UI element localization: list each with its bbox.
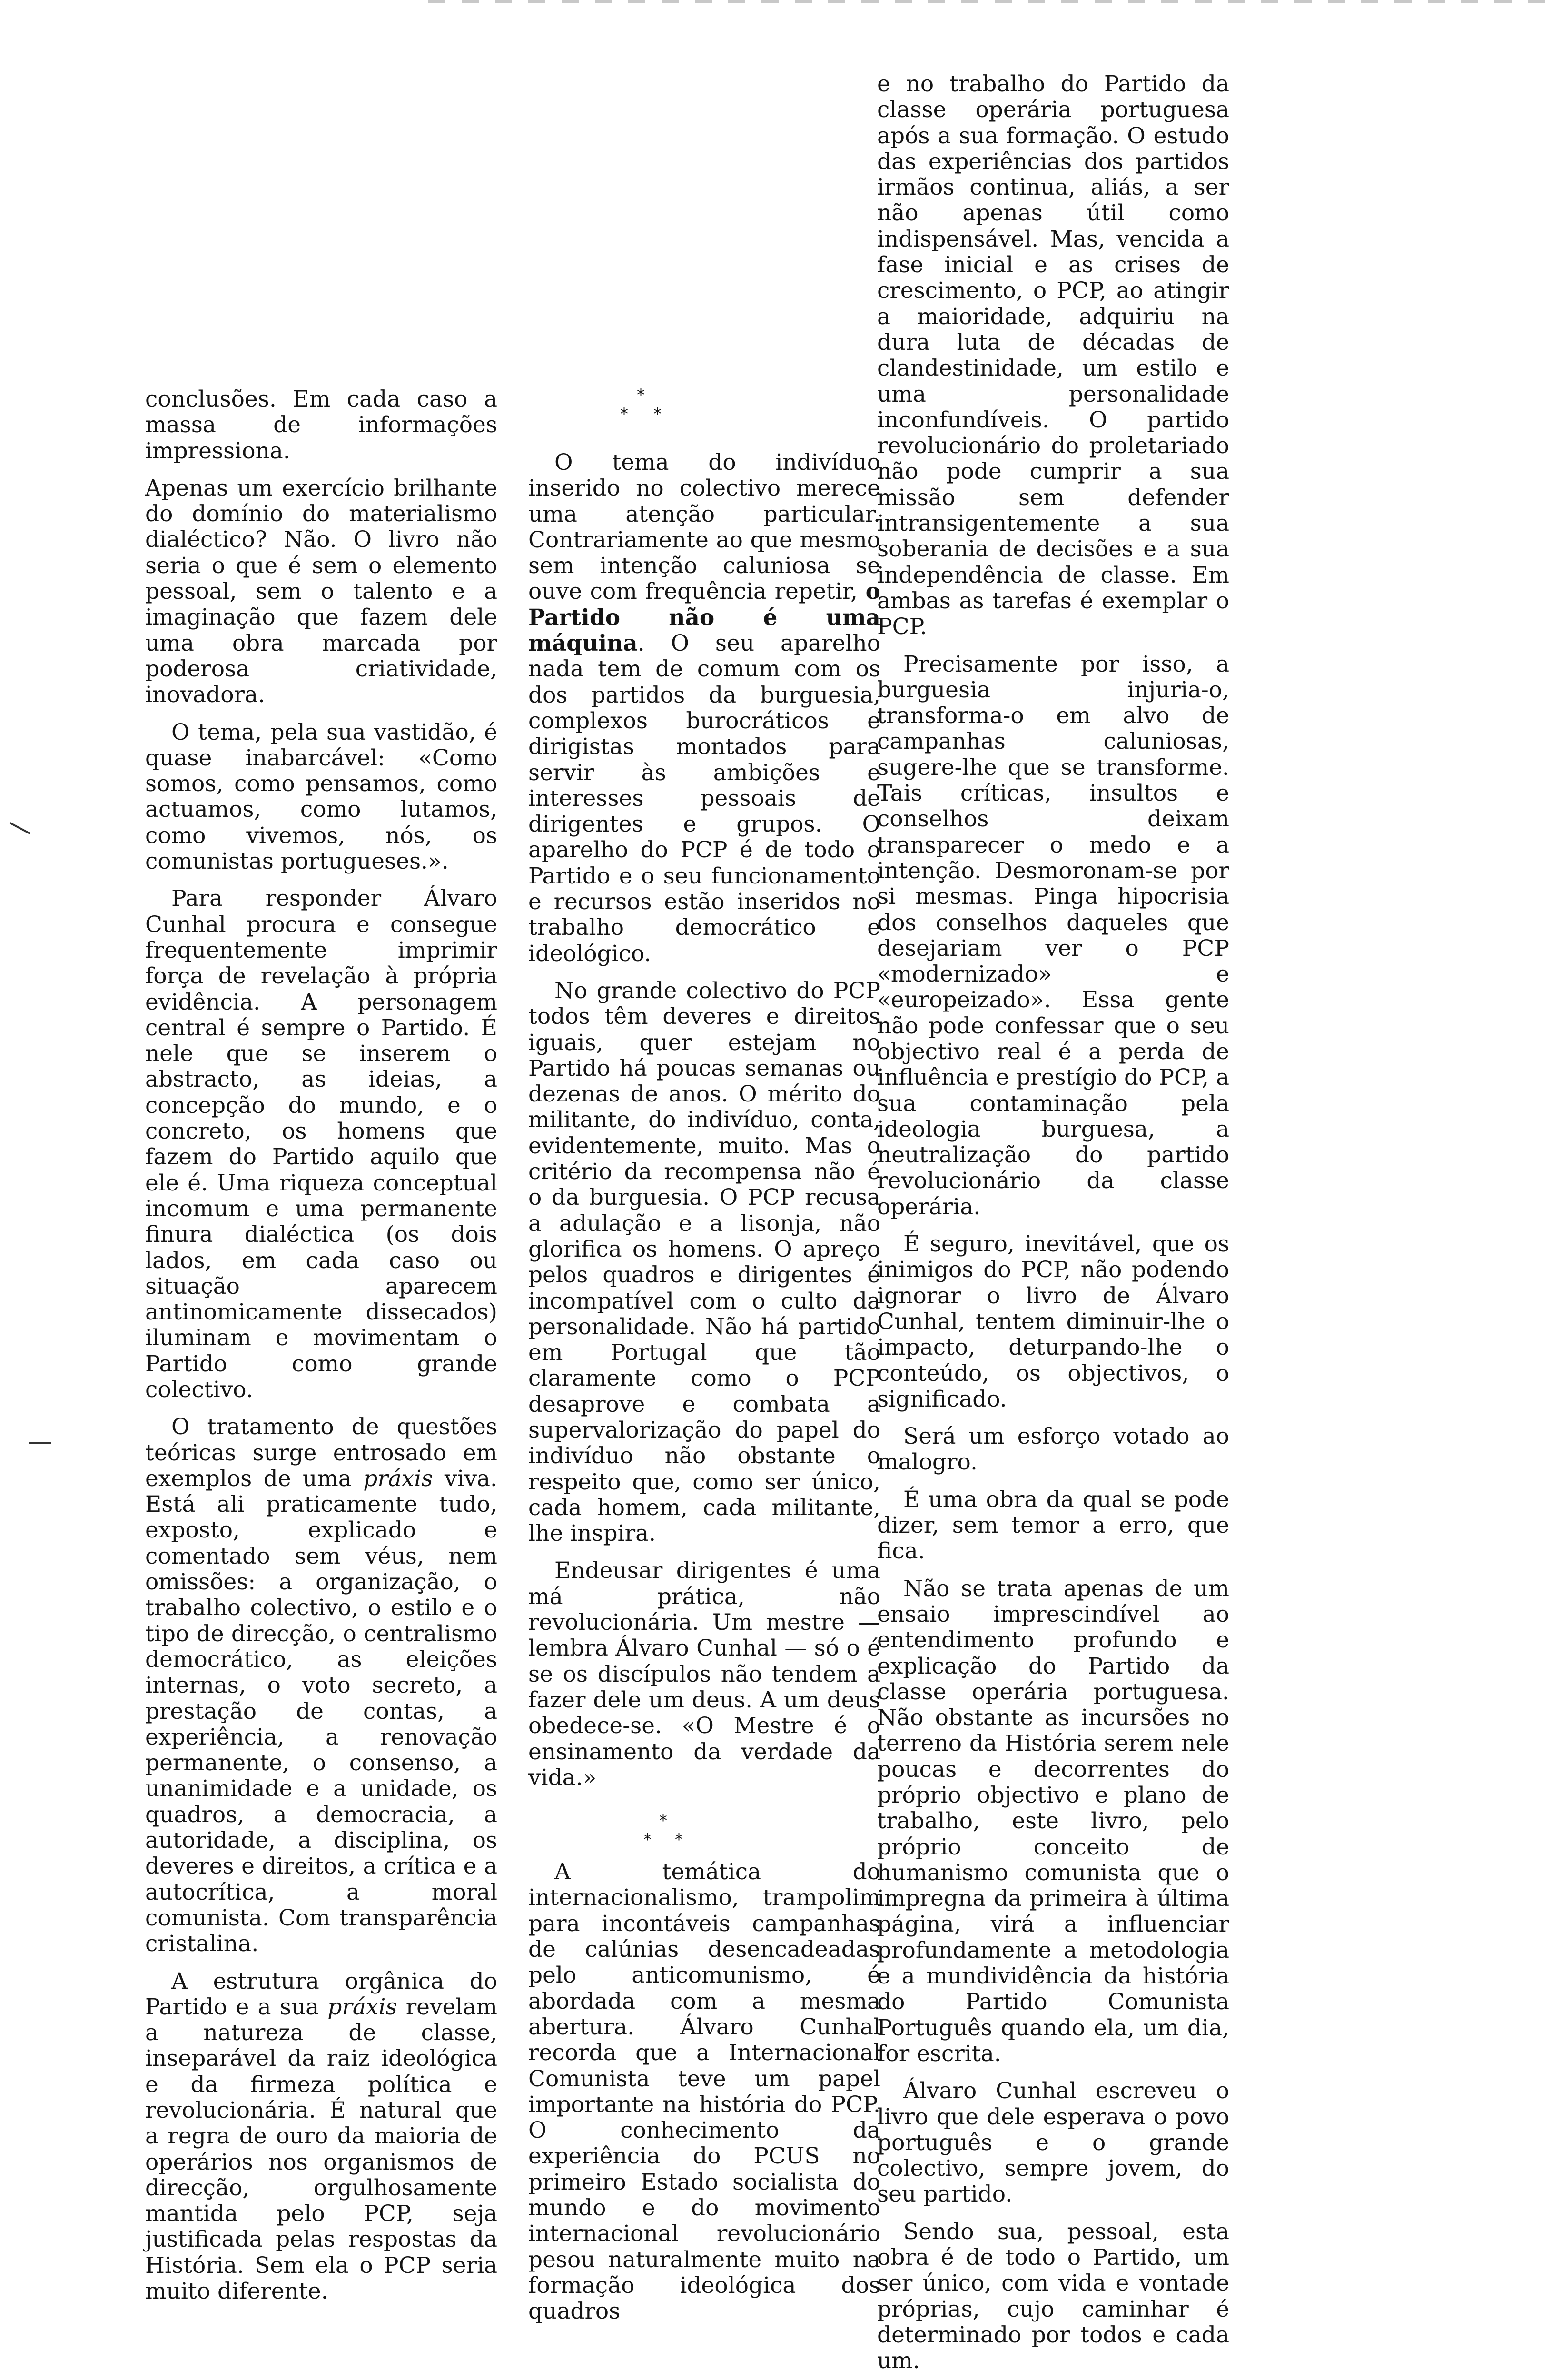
paragraph bbox=[145, 1969, 497, 2305]
article-column-2 bbox=[528, 450, 880, 2336]
article-column-3 bbox=[877, 71, 1229, 2380]
bold-text: o Partido não é uma máquina bbox=[528, 578, 880, 657]
separator-star: * bbox=[637, 386, 645, 405]
separator-star: * bbox=[653, 405, 662, 424]
paragraph: Apenas um exercício brilhante do domínio do materialismo dialéctico? Não. O livro não seria o que é sem o elemento pessoal, sem o talento e a imaginação que fazem dele uma obra marcada por poderosa criatividade, inovadora. bbox=[145, 475, 497, 708]
section-separator-middle bbox=[528, 1802, 880, 1859]
article-column-1 bbox=[145, 387, 497, 2316]
paragraph: O tema, pela sua vastidão, é quase inabarcável: «Como somos, como pensamos, como actuamos, como lutamos, como vivemos, nós, os comunistas portugueses.». bbox=[145, 719, 497, 875]
paragraph: No grande colectivo do PCP todos têm deveres e direitos iguais, quer estejam no Partido há poucas semanas ou dezenas de anos. O mérito do militante, do indivíduo, conta, evidentemente, muito. Mas o critério da recompensa não é o da burguesia. O PCP recusa a adulação e a lisonja, não glorifica os homens. O apreço pelos quadros e dirigentes é incompatível com o culto da personalidade. Não há partido em Portugal que tão claramente como o PCP desaprove e combata a supervalorização do papel do indivíduo não obstante o respeito que, como ser único, cada homem, cada militante, lhe inspira. bbox=[528, 977, 880, 1547]
paragraph: A temática do internacionalismo, trampolim para incontáveis campanhas de calúnias desencadeadas pelo anticomunismo, é abordada com a mesma abertura. Álvaro Cunhal recorda que a Internacional Comunista teve um papel importante na história do PCP. O conhecimento da experiência do PCUS no primeiro Estado socialista do mundo e do movimento internacional revolucionário pesou naturalmente muito na formação ideológica dos quadros bbox=[528, 1859, 880, 2325]
paragraph: Será um esforço votado ao malogro. bbox=[877, 1423, 1229, 1476]
paragraph: Álvaro Cunhal escreveu o livro que dele esperava o povo português e o grande colectivo, sempre jovem, do seu partido. bbox=[877, 2078, 1229, 2208]
paragraph: e no trabalho do Partido da classe operária portuguesa após a sua formação. O estudo das experiências dos partidos irmãos continua, aliás, a ser não apenas útil como indispensável. Mas, vencida a fase inicial e as crises de crescimento, o PCP, ao atingir a maioridade, adquiriu na dura luta de décadas de clandestinidade, um estilo e uma personalidade inconfundíveis. O partido revolucionário do proletariado não pode cumprir a sua missão sem defender intransigentemente a sua soberania de decisões e a sua independência de classe. Em ambas as tarefas é exemplar o PCP. bbox=[877, 71, 1229, 640]
paragraph bbox=[528, 450, 880, 967]
paragraph-text: O tratamento de questões teóricas surge entrosado em exemplos de uma bbox=[145, 1414, 497, 1492]
margin-mark-left-upper bbox=[10, 822, 30, 834]
margin-mark-left-lower bbox=[29, 1442, 51, 1444]
separator-star: * bbox=[620, 405, 628, 424]
paragraph: Não se trata apenas de um ensaio imprescindível ao entendimento profundo e explicação do Partido da classe operária portuguesa. Não obstante as incursões no terreno da História serem nele poucas e decorrentes do próprio objectivo e plano de trabalho, este livro, pelo próprio conceito de humanismo comunista que o impregna da primeira à última página, virá a influenciar profundamente a metodologia e a mundividência da história do Partido Comunista Português quando ela, um dia, for escrita. bbox=[877, 1575, 1229, 2067]
paragraph: conclusões. Em cada caso a massa de informações impressiona. bbox=[145, 386, 497, 464]
paragraph: Endeusar dirigentes é uma má prática, não revolucionária. Um mestre — lembra Álvaro Cunhal — só o é se os discípulos não tendem a fazer dele um deus. A um deus obedece-se. «O Mestre é o ensinamento da verdade da vida.» bbox=[528, 1557, 880, 1791]
page-top-edge bbox=[428, 0, 1561, 3]
paragraph: Sendo sua, pessoal, esta obra é de todo o Partido, um ser único, com vida e vontade próprias, cujo caminhar é determinado por todos e cada um. bbox=[877, 2218, 1229, 2374]
paragraph-text: viva. Está ali praticamente tudo, exposto, explicado e comentado sem véus, nem omissões: a organização, o trabalho colectivo, o estilo e o tipo de direcção, o centralismo democrático, as eleições internas, o voto secreto, a prestação de contas, a experiência, a renovação permanente, o consenso, a unanimidade e a unidade, os quadros, a democracia, a autoridade, a disciplina, os deveres e direitos, a crítica e a autocrítica, a moral comunista. Com transparência cristalina. bbox=[145, 1465, 497, 1957]
paragraph bbox=[145, 1414, 497, 1957]
paragraph: Precisamente por isso, a burguesia injuria-o, transforma-o em alvo de campanhas caluniosas, sugere-lhe que se transforme. Tais críticas, insultos e conselhos deixam transparecer o medo e a intenção. Desmoronam-se por si mesmas. Pinga hipocrisia dos conselhos daqueles que desejariam ver o PCP «modernizado» e «europeizado». Essa gente não pode confessar que o seu objectivo real é a perda de influência e prestígio do PCP, a sua contaminação pela ideologia burguesa, a neutralização do partido revolucionário da classe operária. bbox=[877, 651, 1229, 1220]
separator-star: * bbox=[643, 1830, 652, 1850]
emphasis-text: práxis bbox=[363, 1465, 433, 1492]
paragraph: Para responder Álvaro Cunhal procura e consegue frequentemente imprimir força de revelação à própria evidência. A personagem central é sempre o Partido. É nele que se inserem o abstracto, as ideias, a concepção do mundo, e o concreto, os homens que fazem do Partido aquilo que ele é. Uma riqueza conceptual incomum e uma permanente finura dialéctica (os dois lados, em cada caso ou situação aparecem antinomicamente dissecados) iluminam e movimentam o Partido como grande colectivo. bbox=[145, 885, 497, 1403]
paragraph-text: O tema do indivíduo inserido no colectivo merece uma atenção particular. Contrariamente ao que mesmo sem intenção caluniosa se ouve com frequência repetir, bbox=[528, 449, 880, 605]
paragraph-text: revelam a natureza de classe, inseparável da raiz ideológica e da firmeza política e revolucionária. É natural que a regra de ouro da maioria de operários nos organismos de direcção, orgulhosamente mantida pelo PCP, seja justificada pelas respostas da História. Sem ela o PCP seria muito diferente. bbox=[145, 1993, 497, 2305]
emphasis-text: práxis bbox=[327, 1993, 397, 2020]
separator-star: * bbox=[675, 1830, 683, 1850]
paragraph-text: . O seu aparelho nada tem de comum com os dos partidos da burguesia, complexos burocráticos e dirigistas montados para servir às ambições e interesses pessoais de dirigentes e grupos. O aparelho do PCP é de todo o Partido e o seu funcionamento e recursos estão inseridos no trabalho democrático e ideológico. bbox=[528, 630, 880, 967]
section-separator-top bbox=[576, 378, 719, 436]
paragraph-text: A estrutura orgânica do Partido e a sua bbox=[145, 1968, 497, 2020]
paragraph: É seguro, inevitável, que os inimigos do PCP, não podendo ignorar o livro de Álvaro Cunhal, tentem diminuir-lhe o impacto, deturpando-lhe o conteúdo, os objectivos, o significado. bbox=[877, 1231, 1229, 1412]
separator-star: * bbox=[659, 1811, 667, 1831]
paragraph: É uma obra da qual se pode dizer, sem temor a erro, que fica. bbox=[877, 1486, 1229, 1565]
